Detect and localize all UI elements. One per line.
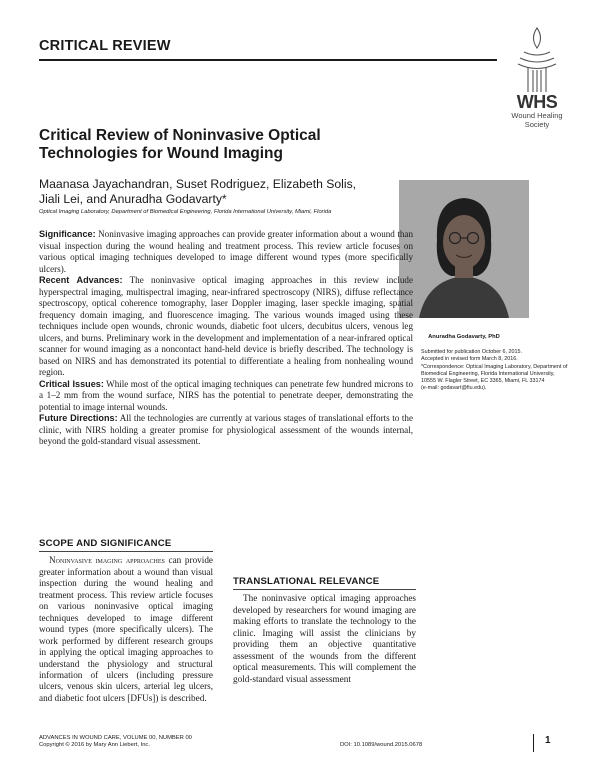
article-title: Critical Review of Noninvasive Optical Technologies for Wound Imaging (39, 127, 321, 162)
copyright: Copyright © 2016 by Mary Ann Liebert, Inc. (39, 742, 150, 749)
header-rule (39, 59, 497, 61)
translational-text: The noninvasive optical imaging approaches developed by researchers for wound imaging are making efforts to translate the technology to the clinic. Imaging will assist the clinicians by providing them an objective quantitative assessment of the wounds from the different optical measurements. This will complement the gold-standard visual assessment (233, 593, 416, 684)
email-link[interactable]: (e-mail: godavart@fiu.edu). (421, 385, 487, 392)
affiliation: Optical Imaging Laboratory, Department of Biomedical Engineering, Florida International University, Miami, Florida (39, 209, 332, 215)
page-number: 1 (545, 735, 551, 746)
scope-heading: SCOPE AND SIGNIFICANCE (39, 538, 172, 549)
footer-journal (39, 735, 192, 749)
submitted-date: Submitted for publication October 6, 2015. (421, 349, 522, 355)
heading-underline (39, 551, 213, 552)
significance-label: Significance: (39, 229, 96, 239)
scope-text: can provide greater information about a wound than visual inspection during the wound healing and treatment process. This review article focuses on various noninvasive optical imaging techniques developed to image different wound types (more specifically ulcers). The work performed by different research groups in applying the optical imaging approaches to understand the physiology and structural information of ulcers (including pressure ulcers, venous skin ulcers, arterial leg ulcers, and diabetic foot ulcers [DFUs]) is described. (39, 555, 213, 703)
body-column-right (233, 520, 416, 685)
significance-text: Noninvasive imaging approaches can provide greater information about a wound than visual inspection during the wound healing and treatment process. This review article focuses on various optical imaging techniques developed to image different wound types (more specifically ulcers). (39, 229, 413, 274)
section-label: CRITICAL REVIEW (39, 38, 171, 54)
portrait-icon (399, 180, 529, 318)
body-column-left (39, 538, 213, 704)
future-text: All the technologies are currently at various stages of translational efforts to the clinic, with NIRS holding a greater promise for physiological assessment of the wounds internal, beyond the gold-standard visual assessment. (39, 413, 413, 446)
doi[interactable]: DOI: 10.1089/wound.2015.0678 (340, 742, 423, 748)
abstract-significance (39, 229, 413, 275)
future-label: Future Directions: (39, 413, 118, 423)
translational-heading: TRANSLATIONAL RELEVANCE (233, 576, 380, 587)
logo-text: WHS (516, 92, 558, 112)
submission-notes (421, 349, 569, 393)
advances-label: Recent Advances: (39, 275, 123, 285)
issues-text: While most of the optical imaging techniques can penetrate few hundred microns to a 1–2 mm from the wound surface, NIRS has the potential to penetrate deeper, demonstrating the potential to image internal wounds. (39, 378, 413, 412)
footer-divider (533, 734, 534, 752)
photo-caption: Anuradha Godavarty, PhD (428, 334, 500, 340)
correspondence: *Correspondence: Optical Imaging Laboratory, Department of Biomedical Engineering, Florida International University, 10555 W. Flagler Street, EC 3365, Miami, FL 33174 (421, 363, 568, 385)
abstract-advances (39, 275, 413, 379)
author-photo (399, 180, 529, 318)
scope-lead: Noninvasive imaging approaches (49, 555, 165, 566)
accepted-date: Accepted in revised form March 8, 2016. (421, 356, 518, 363)
abstract (39, 229, 413, 448)
author-line-1: Maanasa Jayachandran, Suset Rodriguez, Elizabeth Solis, (39, 177, 357, 191)
abstract-future (39, 413, 413, 448)
author-list (39, 177, 379, 206)
logo-subtitle: Wound Healing Society (511, 111, 563, 129)
advances-text: The noninvasive optical imaging approaches in this review include hyperspectral imaging, multispectral imaging, near-infrared spectroscopy (NIRS), diffuse reflectance spectroscopy, optical coherence tomography, laser Doppler imaging, laser speckle imaging, spatial frequency domain imaging, and fluorescence imaging. The various wounds imaged using these techniques include open wounds, chronic wounds, diabetic foot ulcers, decubitus ulcers, venous leg ulcers, and burns. Preliminary work in the development and implementation of a near-infrared optical scanner for wound imaging as a noncontact hand-held device is briefly described. The technology is based on NIRS and has demonstrated its potential to differentiate a healing from nonhealing wound region. (39, 275, 413, 377)
heading-underline (233, 589, 416, 590)
scope-paragraph (39, 555, 213, 704)
issues-label: Critical Issues: (39, 378, 104, 389)
author-line-2: Jiali Lei, and Anuradha Godavarty* (39, 191, 227, 206)
column-spacer (233, 520, 416, 576)
abstract-issues (39, 379, 413, 414)
journal-name: ADVANCES IN WOUND CARE, VOLUME 00, NUMBER 00 (39, 735, 192, 741)
